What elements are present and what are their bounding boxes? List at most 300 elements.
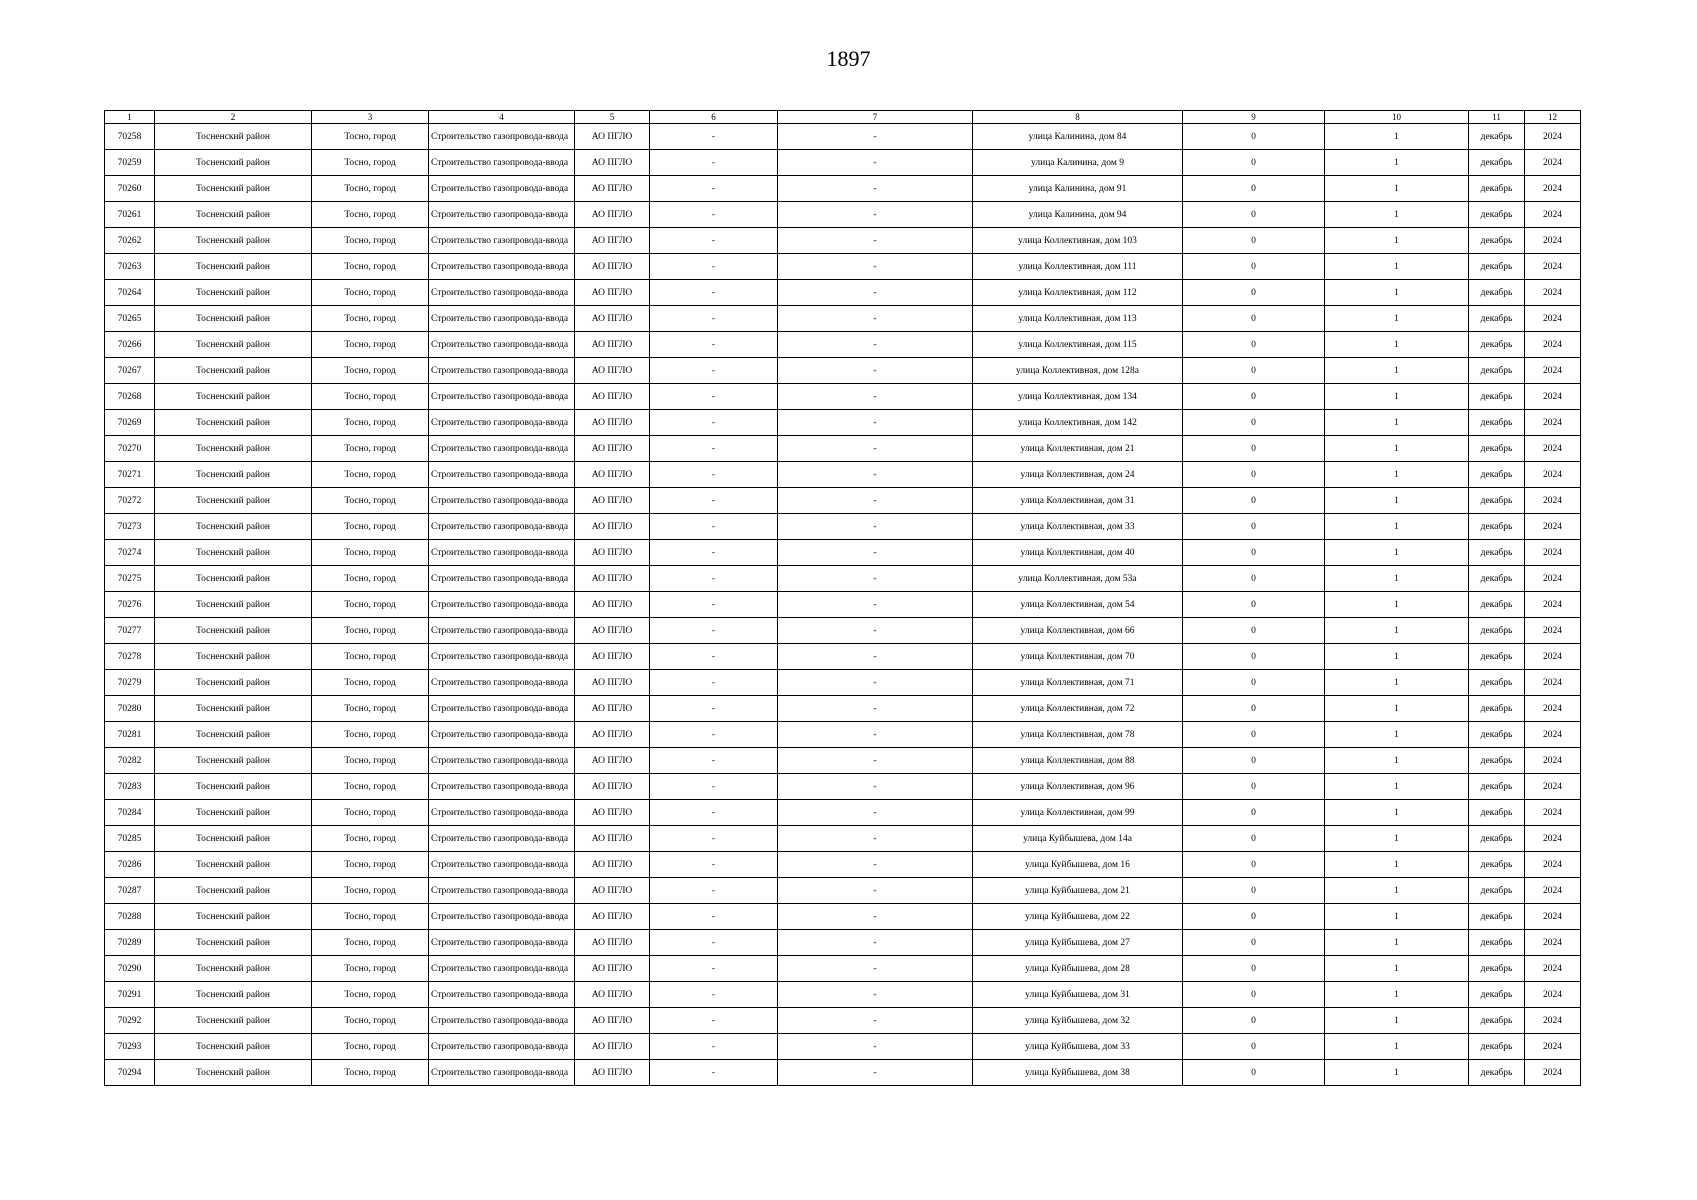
column9-cell: 0 [1183, 280, 1325, 306]
column7-cell: - [778, 306, 973, 332]
table-row [105, 514, 1581, 540]
settlement-cell: Тосно, город [312, 1034, 429, 1060]
row-number-cell: 70274 [105, 540, 155, 566]
year-cell: 2024 [1525, 904, 1581, 930]
settlement-cell: Тосно, город [312, 748, 429, 774]
row-number-cell: 70290 [105, 956, 155, 982]
column9-cell: 0 [1183, 254, 1325, 280]
column9-cell: 0 [1183, 358, 1325, 384]
organization-cell: АО ПГЛО [575, 254, 650, 280]
column10-cell: 1 [1325, 930, 1469, 956]
column10-cell: 1 [1325, 618, 1469, 644]
work-type-cell: Строительство газопровода-ввода [429, 358, 575, 384]
month-cell: декабрь [1469, 670, 1525, 696]
column6-cell: - [650, 956, 778, 982]
column9-cell: 0 [1183, 800, 1325, 826]
column6-cell: - [650, 904, 778, 930]
month-cell: декабрь [1469, 176, 1525, 202]
table-row [105, 280, 1581, 306]
district-cell: Тосненский район [155, 826, 312, 852]
address-cell: улица Коллективная, дом 21 [973, 436, 1183, 462]
settlement-cell: Тосно, город [312, 722, 429, 748]
table-row [105, 774, 1581, 800]
work-type-cell: Строительство газопровода-ввода [429, 1034, 575, 1060]
year-cell: 2024 [1525, 150, 1581, 176]
column7-cell: - [778, 228, 973, 254]
column9-cell: 0 [1183, 982, 1325, 1008]
table-row [105, 1034, 1581, 1060]
row-number-cell: 70265 [105, 306, 155, 332]
month-cell: декабрь [1469, 1008, 1525, 1034]
month-cell: декабрь [1469, 930, 1525, 956]
work-type-cell: Строительство газопровода-ввода [429, 826, 575, 852]
address-cell: улица Калинина, дом 94 [973, 202, 1183, 228]
district-cell: Тосненский район [155, 228, 312, 254]
settlement-cell: Тосно, город [312, 514, 429, 540]
column7-cell: - [778, 150, 973, 176]
year-cell: 2024 [1525, 1060, 1581, 1086]
work-type-cell: Строительство газопровода-ввода [429, 462, 575, 488]
row-number-cell: 70276 [105, 592, 155, 618]
column7-cell: - [778, 618, 973, 644]
address-cell: улица Коллективная, дом 99 [973, 800, 1183, 826]
year-cell: 2024 [1525, 462, 1581, 488]
column7-cell: - [778, 202, 973, 228]
year-cell: 2024 [1525, 852, 1581, 878]
district-cell: Тосненский район [155, 436, 312, 462]
row-number-cell: 70284 [105, 800, 155, 826]
column9-cell: 0 [1183, 462, 1325, 488]
column6-cell: - [650, 592, 778, 618]
row-number-cell: 70293 [105, 1034, 155, 1060]
district-cell: Тосненский район [155, 410, 312, 436]
row-number-cell: 70268 [105, 384, 155, 410]
organization-cell: АО ПГЛО [575, 462, 650, 488]
district-cell: Тосненский район [155, 488, 312, 514]
work-type-cell: Строительство газопровода-ввода [429, 540, 575, 566]
month-cell: декабрь [1469, 878, 1525, 904]
column-header: 2 [155, 111, 312, 124]
column9-cell: 0 [1183, 1008, 1325, 1034]
column6-cell: - [650, 358, 778, 384]
column6-cell: - [650, 826, 778, 852]
table-row [105, 982, 1581, 1008]
settlement-cell: Тосно, город [312, 488, 429, 514]
table-row [105, 384, 1581, 410]
column9-cell: 0 [1183, 930, 1325, 956]
organization-cell: АО ПГЛО [575, 384, 650, 410]
work-type-cell: Строительство газопровода-ввода [429, 566, 575, 592]
column9-cell: 0 [1183, 566, 1325, 592]
settlement-cell: Тосно, город [312, 1060, 429, 1086]
table-row [105, 462, 1581, 488]
district-cell: Тосненский район [155, 696, 312, 722]
column10-cell: 1 [1325, 254, 1469, 280]
row-number-cell: 70279 [105, 670, 155, 696]
address-cell: улица Куйбышева, дом 33 [973, 1034, 1183, 1060]
year-cell: 2024 [1525, 1034, 1581, 1060]
settlement-cell: Тосно, город [312, 306, 429, 332]
address-cell: улица Коллективная, дом 54 [973, 592, 1183, 618]
month-cell: декабрь [1469, 436, 1525, 462]
table-row [105, 202, 1581, 228]
row-number-cell: 70294 [105, 1060, 155, 1086]
row-number-cell: 70281 [105, 722, 155, 748]
month-cell: декабрь [1469, 280, 1525, 306]
column9-cell: 0 [1183, 176, 1325, 202]
column7-cell: - [778, 514, 973, 540]
settlement-cell: Тосно, город [312, 124, 429, 150]
organization-cell: АО ПГЛО [575, 306, 650, 332]
work-type-cell: Строительство газопровода-ввода [429, 722, 575, 748]
table-row [105, 176, 1581, 202]
district-cell: Тосненский район [155, 566, 312, 592]
column10-cell: 1 [1325, 1034, 1469, 1060]
month-cell: декабрь [1469, 462, 1525, 488]
address-cell: улица Калинина, дом 84 [973, 124, 1183, 150]
work-type-cell: Строительство газопровода-ввода [429, 176, 575, 202]
work-type-cell: Строительство газопровода-ввода [429, 592, 575, 618]
address-cell: улица Коллективная, дом 112 [973, 280, 1183, 306]
column-header: 10 [1325, 111, 1469, 124]
settlement-cell: Тосно, город [312, 202, 429, 228]
month-cell: декабрь [1469, 644, 1525, 670]
address-cell: улица Куйбышева, дом 14а [973, 826, 1183, 852]
work-type-cell: Строительство газопровода-ввода [429, 384, 575, 410]
row-number-cell: 70282 [105, 748, 155, 774]
column9-cell: 0 [1183, 150, 1325, 176]
column9-cell: 0 [1183, 670, 1325, 696]
column10-cell: 1 [1325, 1008, 1469, 1034]
work-type-cell: Строительство газопровода-ввода [429, 618, 575, 644]
work-type-cell: Строительство газопровода-ввода [429, 410, 575, 436]
column7-cell: - [778, 826, 973, 852]
table-row [105, 488, 1581, 514]
column7-cell: - [778, 904, 973, 930]
address-cell: улица Калинина, дом 9 [973, 150, 1183, 176]
settlement-cell: Тосно, город [312, 228, 429, 254]
table-row [105, 1008, 1581, 1034]
district-cell: Тосненский район [155, 852, 312, 878]
column10-cell: 1 [1325, 124, 1469, 150]
column10-cell: 1 [1325, 436, 1469, 462]
settlement-cell: Тосно, город [312, 618, 429, 644]
month-cell: декабрь [1469, 1034, 1525, 1060]
settlement-cell: Тосно, город [312, 280, 429, 306]
column7-cell: - [778, 540, 973, 566]
column10-cell: 1 [1325, 670, 1469, 696]
organization-cell: АО ПГЛО [575, 592, 650, 618]
organization-cell: АО ПГЛО [575, 202, 650, 228]
district-cell: Тосненский район [155, 332, 312, 358]
row-number-cell: 70267 [105, 358, 155, 384]
address-cell: улица Коллективная, дом 111 [973, 254, 1183, 280]
column6-cell: - [650, 722, 778, 748]
column7-cell: - [778, 436, 973, 462]
table-row [105, 540, 1581, 566]
month-cell: декабрь [1469, 332, 1525, 358]
table-row [105, 748, 1581, 774]
organization-cell: АО ПГЛО [575, 982, 650, 1008]
row-number-cell: 70277 [105, 618, 155, 644]
address-cell: улица Куйбышева, дом 21 [973, 878, 1183, 904]
table-row [105, 150, 1581, 176]
column7-cell: - [778, 670, 973, 696]
column6-cell: - [650, 800, 778, 826]
work-type-cell: Строительство газопровода-ввода [429, 930, 575, 956]
address-cell: улица Коллективная, дом 96 [973, 774, 1183, 800]
column6-cell: - [650, 202, 778, 228]
table-row [105, 436, 1581, 462]
row-number-cell: 70283 [105, 774, 155, 800]
address-cell: улица Коллективная, дом 103 [973, 228, 1183, 254]
settlement-cell: Тосно, город [312, 670, 429, 696]
column9-cell: 0 [1183, 722, 1325, 748]
year-cell: 2024 [1525, 514, 1581, 540]
column-header: 6 [650, 111, 778, 124]
organization-cell: АО ПГЛО [575, 228, 650, 254]
column-header: 9 [1183, 111, 1325, 124]
table-row [105, 956, 1581, 982]
column9-cell: 0 [1183, 748, 1325, 774]
organization-cell: АО ПГЛО [575, 696, 650, 722]
column-header: 4 [429, 111, 575, 124]
year-cell: 2024 [1525, 176, 1581, 202]
row-number-cell: 70261 [105, 202, 155, 228]
organization-cell: АО ПГЛО [575, 540, 650, 566]
table-row [105, 592, 1581, 618]
row-number-cell: 70259 [105, 150, 155, 176]
column6-cell: - [650, 1034, 778, 1060]
column6-cell: - [650, 410, 778, 436]
address-cell: улица Коллективная, дом 24 [973, 462, 1183, 488]
address-cell: улица Куйбышева, дом 38 [973, 1060, 1183, 1086]
column-header: 7 [778, 111, 973, 124]
address-cell: улица Куйбышева, дом 28 [973, 956, 1183, 982]
column6-cell: - [650, 280, 778, 306]
address-cell: улица Куйбышева, дом 32 [973, 1008, 1183, 1034]
column7-cell: - [778, 1060, 973, 1086]
settlement-cell: Тосно, город [312, 410, 429, 436]
table-row [105, 618, 1581, 644]
work-type-cell: Строительство газопровода-ввода [429, 124, 575, 150]
column6-cell: - [650, 1060, 778, 1086]
year-cell: 2024 [1525, 1008, 1581, 1034]
year-cell: 2024 [1525, 358, 1581, 384]
year-cell: 2024 [1525, 540, 1581, 566]
settlement-cell: Тосно, город [312, 540, 429, 566]
row-number-cell: 70260 [105, 176, 155, 202]
year-cell: 2024 [1525, 436, 1581, 462]
row-number-cell: 70292 [105, 1008, 155, 1034]
address-cell: улица Куйбышева, дом 22 [973, 904, 1183, 930]
column9-cell: 0 [1183, 228, 1325, 254]
work-type-cell: Строительство газопровода-ввода [429, 878, 575, 904]
column6-cell: - [650, 384, 778, 410]
column6-cell: - [650, 618, 778, 644]
district-cell: Тосненский район [155, 800, 312, 826]
settlement-cell: Тосно, город [312, 644, 429, 670]
organization-cell: АО ПГЛО [575, 566, 650, 592]
work-type-cell: Строительство газопровода-ввода [429, 254, 575, 280]
year-cell: 2024 [1525, 332, 1581, 358]
settlement-cell: Тосно, город [312, 800, 429, 826]
settlement-cell: Тосно, город [312, 982, 429, 1008]
organization-cell: АО ПГЛО [575, 878, 650, 904]
month-cell: декабрь [1469, 774, 1525, 800]
work-type-cell: Строительство газопровода-ввода [429, 150, 575, 176]
work-type-cell: Строительство газопровода-ввода [429, 228, 575, 254]
column7-cell: - [778, 124, 973, 150]
column9-cell: 0 [1183, 384, 1325, 410]
year-cell: 2024 [1525, 748, 1581, 774]
table-row [105, 670, 1581, 696]
table-row [105, 722, 1581, 748]
address-cell: улица Коллективная, дом 115 [973, 332, 1183, 358]
row-number-cell: 70262 [105, 228, 155, 254]
address-cell: улица Коллективная, дом 70 [973, 644, 1183, 670]
column6-cell: - [650, 306, 778, 332]
column7-cell: - [778, 280, 973, 306]
work-type-cell: Строительство газопровода-ввода [429, 956, 575, 982]
year-cell: 2024 [1525, 254, 1581, 280]
year-cell: 2024 [1525, 306, 1581, 332]
column10-cell: 1 [1325, 904, 1469, 930]
row-number-cell: 70266 [105, 332, 155, 358]
row-number-cell: 70289 [105, 930, 155, 956]
settlement-cell: Тосно, город [312, 904, 429, 930]
column10-cell: 1 [1325, 826, 1469, 852]
district-cell: Тосненский район [155, 982, 312, 1008]
row-number-cell: 70275 [105, 566, 155, 592]
table-row [105, 930, 1581, 956]
column9-cell: 0 [1183, 124, 1325, 150]
column10-cell: 1 [1325, 982, 1469, 1008]
month-cell: декабрь [1469, 384, 1525, 410]
column9-cell: 0 [1183, 878, 1325, 904]
address-cell: улица Коллективная, дом 78 [973, 722, 1183, 748]
organization-cell: АО ПГЛО [575, 514, 650, 540]
address-cell: улица Коллективная, дом 128а [973, 358, 1183, 384]
column6-cell: - [650, 930, 778, 956]
column10-cell: 1 [1325, 722, 1469, 748]
district-cell: Тосненский район [155, 358, 312, 384]
work-type-cell: Строительство газопровода-ввода [429, 644, 575, 670]
column7-cell: - [778, 982, 973, 1008]
column7-cell: - [778, 462, 973, 488]
year-cell: 2024 [1525, 566, 1581, 592]
address-cell: улица Куйбышева, дом 27 [973, 930, 1183, 956]
district-cell: Тосненский район [155, 774, 312, 800]
column6-cell: - [650, 540, 778, 566]
column10-cell: 1 [1325, 410, 1469, 436]
row-number-cell: 70263 [105, 254, 155, 280]
organization-cell: АО ПГЛО [575, 722, 650, 748]
column9-cell: 0 [1183, 1060, 1325, 1086]
column10-cell: 1 [1325, 514, 1469, 540]
month-cell: декабрь [1469, 592, 1525, 618]
column10-cell: 1 [1325, 280, 1469, 306]
column7-cell: - [778, 566, 973, 592]
month-cell: декабрь [1469, 488, 1525, 514]
settlement-cell: Тосно, город [312, 332, 429, 358]
column-header: 5 [575, 111, 650, 124]
address-cell: улица Коллективная, дом 134 [973, 384, 1183, 410]
work-type-cell: Строительство газопровода-ввода [429, 332, 575, 358]
column6-cell: - [650, 514, 778, 540]
column6-cell: - [650, 436, 778, 462]
month-cell: декабрь [1469, 566, 1525, 592]
organization-cell: АО ПГЛО [575, 1034, 650, 1060]
organization-cell: АО ПГЛО [575, 800, 650, 826]
table-row [105, 904, 1581, 930]
settlement-cell: Тосно, город [312, 358, 429, 384]
column6-cell: - [650, 878, 778, 904]
column9-cell: 0 [1183, 514, 1325, 540]
column10-cell: 1 [1325, 774, 1469, 800]
column6-cell: - [650, 748, 778, 774]
work-type-cell: Строительство газопровода-ввода [429, 670, 575, 696]
column6-cell: - [650, 124, 778, 150]
organization-cell: АО ПГЛО [575, 930, 650, 956]
work-type-cell: Строительство газопровода-ввода [429, 800, 575, 826]
column9-cell: 0 [1183, 306, 1325, 332]
column6-cell: - [650, 696, 778, 722]
column9-cell: 0 [1183, 826, 1325, 852]
organization-cell: АО ПГЛО [575, 410, 650, 436]
column7-cell: - [778, 1034, 973, 1060]
work-type-cell: Строительство газопровода-ввода [429, 514, 575, 540]
organization-cell: АО ПГЛО [575, 150, 650, 176]
column9-cell: 0 [1183, 644, 1325, 670]
work-type-cell: Строительство газопровода-ввода [429, 436, 575, 462]
column9-cell: 0 [1183, 956, 1325, 982]
table-body [105, 124, 1581, 1086]
row-number-cell: 70269 [105, 410, 155, 436]
column6-cell: - [650, 566, 778, 592]
column-number-row [105, 111, 1581, 124]
work-type-cell: Строительство газопровода-ввода [429, 696, 575, 722]
year-cell: 2024 [1525, 410, 1581, 436]
column9-cell: 0 [1183, 696, 1325, 722]
year-cell: 2024 [1525, 982, 1581, 1008]
work-type-cell: Строительство газопровода-ввода [429, 852, 575, 878]
address-cell: улица Куйбышева, дом 16 [973, 852, 1183, 878]
column7-cell: - [778, 176, 973, 202]
table-row [105, 826, 1581, 852]
column10-cell: 1 [1325, 462, 1469, 488]
column7-cell: - [778, 410, 973, 436]
district-cell: Тосненский район [155, 280, 312, 306]
row-number-cell: 70280 [105, 696, 155, 722]
column-header: 12 [1525, 111, 1581, 124]
table-row [105, 1060, 1581, 1086]
column10-cell: 1 [1325, 488, 1469, 514]
district-cell: Тосненский район [155, 540, 312, 566]
row-number-cell: 70270 [105, 436, 155, 462]
settlement-cell: Тосно, город [312, 774, 429, 800]
table-row [105, 254, 1581, 280]
district-cell: Тосненский район [155, 956, 312, 982]
column10-cell: 1 [1325, 1060, 1469, 1086]
column6-cell: - [650, 176, 778, 202]
settlement-cell: Тосно, город [312, 956, 429, 982]
year-cell: 2024 [1525, 800, 1581, 826]
settlement-cell: Тосно, город [312, 254, 429, 280]
district-cell: Тосненский район [155, 618, 312, 644]
address-cell: улица Коллективная, дом 142 [973, 410, 1183, 436]
month-cell: декабрь [1469, 410, 1525, 436]
